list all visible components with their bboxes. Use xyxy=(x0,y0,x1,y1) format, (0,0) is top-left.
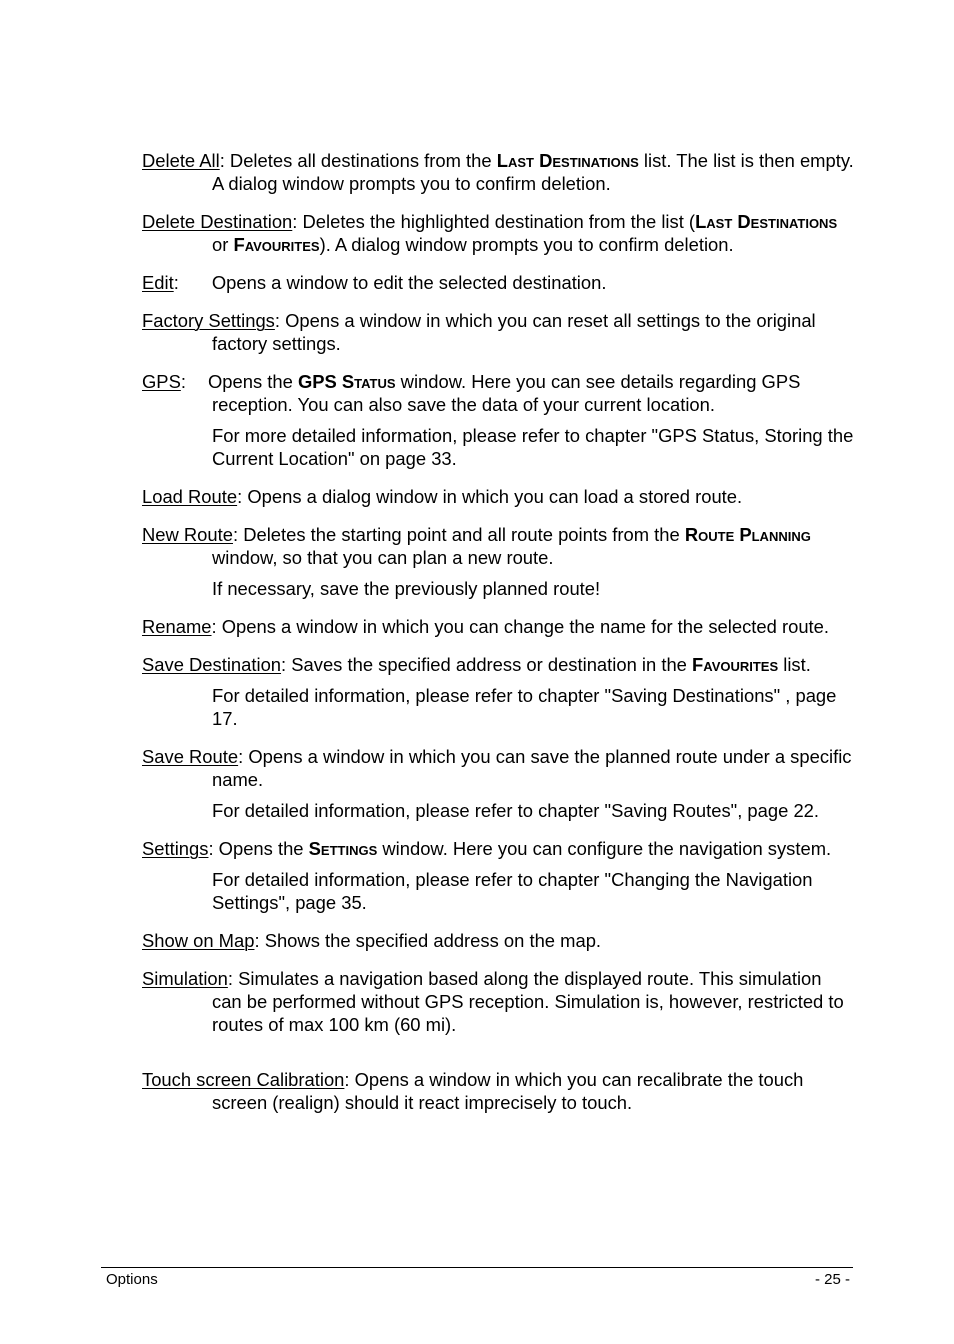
entry-delete-destination: Delete Destination: Deletes the highlighted destination from the list (Last Destinations or Favourites). A dialog window prompts you to confirm deletion. xyxy=(142,211,838,255)
window-name: Last Destinations xyxy=(496,150,639,171)
page-number: - 25 - xyxy=(814,1271,850,1288)
term-save-route: Save Route xyxy=(142,746,239,767)
term-factory-settings: Factory Settings xyxy=(142,310,275,331)
footer-divider xyxy=(101,1267,853,1268)
window-name: Route Planning xyxy=(684,524,811,545)
entry-delete-all: Delete All: Deletes all destinations from the Last Destinations list. The list is then empty. A dialog window prompts you to confirm deletion. xyxy=(142,150,854,194)
term-settings: Settings xyxy=(142,838,209,859)
entry-save-route-note: For detailed information, please refer to chapter "Saving Routes", page 22. xyxy=(212,800,820,821)
term-gps: GPS xyxy=(142,371,181,392)
window-name: GPS Status xyxy=(297,371,396,392)
term-load-route: Load Route xyxy=(142,486,238,507)
entry-gps: GPS: Opens the GPS Status window. Here you can see details regarding GPS reception. You can also save the data of your current location. For more detailed information, please refer to chapter "GPS Status, Storing the Current Location" on page 33. xyxy=(142,371,854,469)
entry-settings-note: For detailed information, please refer to chapter "Changing the Navigation Settings", page 35. xyxy=(212,869,813,913)
options-list xyxy=(142,149,854,1129)
entry-factory-settings: Factory Settings: Opens a window in which you can reset all settings to the original factory settings. xyxy=(142,310,816,354)
window-name: Last Destinations xyxy=(695,211,838,232)
term-show-on-map: Show on Map xyxy=(142,930,255,951)
window-name: Favourites xyxy=(692,654,779,675)
entry-save-destination: Save Destination: Saves the specified address or destination in the Favourites list. For detailed information, please refer to chapter "Saving Destinations" , page 17. xyxy=(142,653,854,730)
entry-new-route: New Route: Deletes the starting point and all route points from the Route Planning window, so that you can plan a new route. If necessary, save the previously planned route! xyxy=(142,523,854,600)
term-simulation: Simulation xyxy=(142,968,228,989)
term-delete-all: Delete All xyxy=(142,150,220,171)
entry-touch-screen-calibration: Touch screen Calibration: Opens a window in which you can recalibrate the touch screen (realign) should it react imprecisely to touch. xyxy=(142,1069,804,1113)
entry-show-on-map: Show on Map: Shows the specified address on the map. xyxy=(142,930,602,951)
entry-gps-note: For more detailed information, please refer to chapter "GPS Status, Storing the Current Location" on page 33. xyxy=(212,425,854,469)
entry-new-route-note: If necessary, save the previously planned route! xyxy=(212,578,601,599)
entry-save-route: Save Route: Opens a window in which you can save the planned route under a specific name. For detailed information, please refer to chapter "Saving Routes", page 22. xyxy=(142,745,854,822)
entry-simulation: Simulation: Simulates a navigation based along the displayed route. This simulation can be performed without GPS reception. Simulation is, however, restricted to routes of max 100 km (60 mi). xyxy=(142,968,844,1035)
term-edit: Edit xyxy=(142,272,174,293)
term-save-destination: Save Destination xyxy=(142,654,282,675)
term-rename: Rename xyxy=(142,616,212,637)
entry-load-route: Load Route: Opens a dialog window in which you can load a stored route. xyxy=(142,486,743,507)
window-name: Settings xyxy=(308,838,378,859)
entry-edit: Edit: Opens a window to edit the selected destination. xyxy=(142,272,607,293)
term-touch-screen-calibration: Touch screen Calibration xyxy=(142,1069,345,1090)
entry-settings: Settings: Opens the Settings window. Here you can configure the navigation system. For detailed information, please refer to chapter "Changing the Navigation Settings", page 35. xyxy=(142,837,854,914)
window-name: Favourites xyxy=(233,234,320,255)
term-delete-destination: Delete Destination xyxy=(142,211,293,232)
entry-rename: Rename: Opens a window in which you can change the name for the selected route. xyxy=(142,616,829,637)
footer-section-name: Options xyxy=(106,1271,158,1288)
entry-save-destination-note: For detailed information, please refer to chapter "Saving Destinations" , page 17. xyxy=(212,685,837,729)
term-new-route: New Route xyxy=(142,524,233,545)
